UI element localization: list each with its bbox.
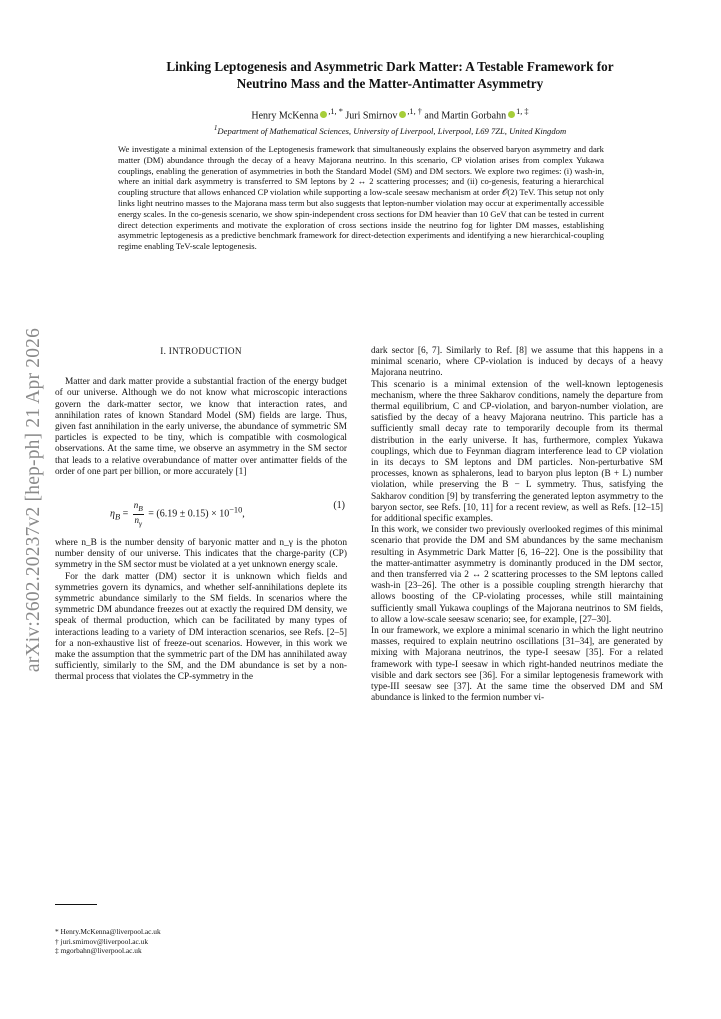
equation-number: (1) xyxy=(333,500,345,512)
paragraph: For the dark matter (DM) sector it is unknown which fields and symmetries govern its dynamics, and whether self-annihilations deplete its symmetric abundance similarly to the SM fields. In scenarios where the symmetric DM abundance freezes out at exactly the required DM density, we speak of thermal production, which can be facilitated by many types of interactions leading to a variety of DM interaction scenarios, see Refs. [2–5] for a non-exhaustive list of freeze-out scenarios. However, in this work we make the assumption that the symmetric part of the DM has annihilated away sufficiently, similarly to the SM, and the DM abundance is set by a non-thermal process that violates the CP-symmetry in the xyxy=(55,571,347,683)
affiliation-text: Department of Mathematical Sciences, University of Liverpool, Liverpool, L69 7ZL, United Kingdom xyxy=(217,125,567,136)
eq-numerator: n xyxy=(133,500,139,511)
footnote-divider xyxy=(55,904,97,905)
right-column xyxy=(371,346,663,705)
author-separator: and xyxy=(424,110,439,122)
paragraph: dark sector [6, 7]. Similarly to Ref. [8] we assume that this happens in a minimal scenario, where CP-violation is induced by decays of a heavy Majorana neutrino. xyxy=(371,346,663,379)
author-3-marks: 1, ‡ xyxy=(516,107,529,116)
footnote-email-1[interactable]: * Henry.McKenna@liverpool.ac.uk xyxy=(55,927,161,936)
eq-equals: = xyxy=(122,508,129,520)
paragraph: In our framework, we explore a minimal scenario in which the light neutrino masses, required to explain neutrino oscillations [31–34], are generated by mixing with Majorana neutrinos, the type-I seesaw [35]. For a related framework with type-I seesaw in which right-handed neutrinos mediate the visible and dark sectors see [36]. For a similar leptogenesis framework with type-III seesaw see [37]. At the same time the observed DM and SM abundance is linked to the fermion number vi- xyxy=(371,626,663,704)
orcid-icon[interactable] xyxy=(508,111,515,118)
title-line-1: Linking Leptogenesis and Asymmetric Dark Matter: A Testable Framework for xyxy=(166,59,614,74)
paragraph: where n_B is the number density of baryonic matter and n_γ is the photon number density of our universe. This indicates that the charge-parity (CP) symmetry in the SM sector must be violated at a yet unknown energy scale. xyxy=(55,538,347,571)
title-line-2: Neutrino Mass and the Matter-Antimatter Asymmetry xyxy=(236,76,544,91)
eq-lhs: η xyxy=(110,508,115,520)
affiliation-marker: 1 xyxy=(213,124,218,132)
footnote-email-3[interactable]: ‡ mgorbahn@liverpool.ac.uk xyxy=(55,946,142,956)
affiliation xyxy=(60,124,720,136)
orcid-icon[interactable] xyxy=(320,111,327,118)
footnotes xyxy=(55,927,161,956)
left-column xyxy=(55,346,347,684)
author-2-marks: ,1, † xyxy=(407,107,422,116)
eq-denominator-sub: γ xyxy=(139,518,142,528)
paragraph: This scenario is a minimal extension of the well-known leptogenesis mechanism, where the three Sakharov conditions, namely the departure from thermal equilibrium, C and CP-violation, and baryon-number violation, are satisfied by the decay of a heavy Majorana neutrino. This particle has a sufficiently small decay rate to temporarily decouple from its thermal distribution in the early universe. It has, furthermore, complex Yukawa couplings, which due to Feynman diagram interference lead to CP violation in its decays to SM leptons and DM particles. Non-perturbative SM processes, known as sphalerons, lead to baryon plus lepton (B + L) number violation, while preserving the B − L symmetry. Thus, satisfying the Sakharov condition [9] by transferring the generated lepton asymmetry to the baryon sector, see Refs. [10, 11] for a recent review, as well as Refs. [12–15] for additional specific examples. xyxy=(371,379,663,525)
eq-denominator: n xyxy=(134,514,140,525)
author-1-name: Henry McKenna xyxy=(251,110,319,122)
eq-exponent: −10 xyxy=(229,505,243,515)
author-3-name: Martin Gorbahn xyxy=(441,110,507,122)
arxiv-identifier: arXiv:2602.20237v2 [hep-ph] 21 Apr 2026 xyxy=(23,327,44,673)
equation-1 xyxy=(55,494,347,528)
abstract: We investigate a minimal extension of the Leptogenesis framework that simultaneously explains the observed baryon asymmetry and dark matter (DM) abundance through the decay of a heavy Majorana neutrino. In this scenario, CP violation arises from complex Yukawa couplings, enabling the generation of asymmetries in both the Standard Model (SM) and DM sectors. We explore two regimes: (i) wash-in, where an initial dark asymmetry is transferred to SM leptons by 2 ↔ 2 scattering processes; and (ii) co-genesis, featuring a hierarchical coupling structure that allows enhanced CP violation while supporting a low-scale seesaw mechanism at order 𝒪(2) TeV. This setup not only links light neutrino masses to the Majorana mass term but also suggests that lepton-number violation may occur at experimentally accessible energy scales. In the co-genesis scenario, we show spin-independent cross sections for DM heavier than 10 GeV that can be tested in current direct detection experiments and motivate the exploration of cross sections inside the neutrino fog for lighter DM masses, establishing asymmetric leptogenesis as a predictive benchmark framework for direct-detection experiments and identifying a new hierarchical-coupling regime enabling TeV-scale leptogenesis. xyxy=(118,144,604,252)
author-list xyxy=(60,107,720,121)
author-1-marks: ,1, * xyxy=(328,107,343,116)
paper-title xyxy=(60,58,720,92)
eq-lhs-sub: B xyxy=(114,512,121,522)
eq-rhs: = (6.19 ± 0.15) × 10 xyxy=(148,508,230,520)
orcid-icon[interactable] xyxy=(399,111,406,118)
eq-comma: , xyxy=(242,508,245,520)
paragraph: In this work, we consider two previously overlooked regimes of this minimal scenario that provide the DM and SM abundances by the same mechanism resulting in Asymmetric Dark Matter [6, 16–22]. One is the possibility that the matter-antimatter asymmetry is dominantly produced in the DM sector, and then transferred via 2 ↔ 2 scattering processes to the SM leptons called wash-in [23–26]. The other is a possible coupling strength hierarchy that allows boosting of the CP-violating processes, while still maintaining sufficiently small Yukawa couplings of the Majorana neutrinos to SM fields, to allow a low-scale seesaw scenario; see, for example, [27–30]. xyxy=(371,525,663,625)
eq-fraction xyxy=(133,500,144,529)
footnote-email-2[interactable]: † juri.smirnov@liverpool.ac.uk xyxy=(55,936,149,946)
section-heading: I. INTRODUCTION xyxy=(160,346,242,356)
paragraph: Matter and dark matter provide a substantial fraction of the energy budget of our universe. Although we do not know what microscopic interactions govern the dark-matter sector, we know that interaction rates, and annihilation rates of known Standard Model (SM) fields are large. Thus, given fast annihilation in the early universe, the abundance of symmetric SM particles is expected to be tiny, which is compatible with cosmological observations. At the same time, we observe an asymmetry in the SM sector that leads to a relative overabundance of matter over antimatter fields of the order of one part per billion, or more accurately [1] xyxy=(55,377,347,477)
eq-numerator-sub: B xyxy=(138,503,143,513)
author-2-name: Juri Smirnov xyxy=(345,110,398,122)
